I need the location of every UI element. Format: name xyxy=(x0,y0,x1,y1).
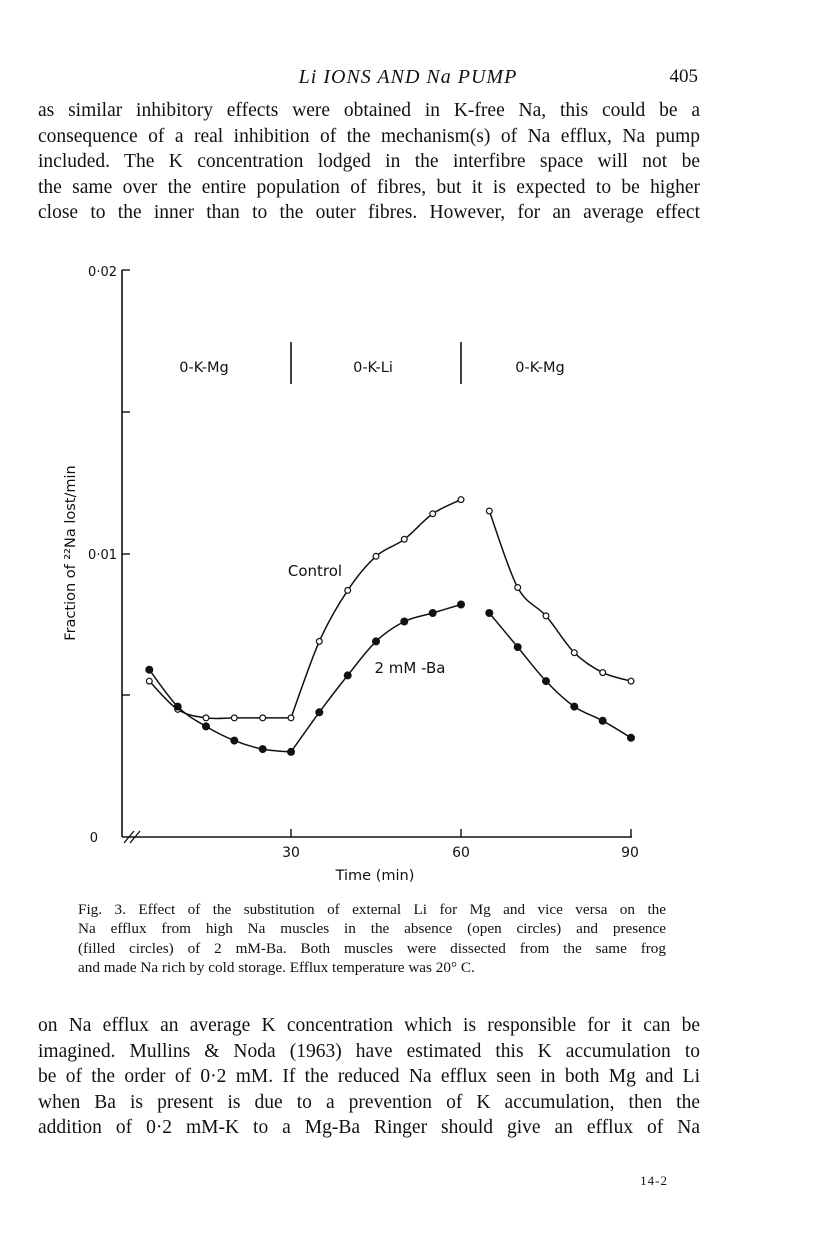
control-data-point xyxy=(316,639,322,645)
control-data-point xyxy=(203,715,209,721)
ba-data-point xyxy=(599,717,606,724)
control-data-point xyxy=(288,715,294,721)
body-paragraph-top xyxy=(38,98,700,226)
ba-data-point xyxy=(514,644,521,651)
caption-line: Fig. 3. Effect of the substitution of external Li for Mg and vice versa on the xyxy=(78,901,666,918)
fitted-curves xyxy=(149,500,631,752)
text-line: on Na efflux an average K concentration which is responsible for it can be xyxy=(38,1015,700,1036)
ba-data-point xyxy=(344,672,351,679)
ba-data-point xyxy=(174,703,181,710)
y-tick-label: 0·02 xyxy=(88,265,117,280)
control-data-point xyxy=(373,553,379,559)
period-label: 0-K-Li xyxy=(353,360,393,376)
ba-data-point xyxy=(458,601,465,608)
text-line: as similar inhibitory effects were obtained in K-free Na, this could be a xyxy=(38,100,700,121)
caption-line: Na efflux from high Na muscles in the absence (open circles) and presence xyxy=(78,920,666,938)
ba-data-point xyxy=(543,678,550,685)
control-data-point xyxy=(486,508,492,514)
control-data-point xyxy=(260,715,266,721)
ba-data-point xyxy=(429,610,436,617)
running-title: Li IONS AND Na PUMP xyxy=(298,66,518,88)
efflux-chart xyxy=(0,255,816,895)
period-label: 0-K-Mg xyxy=(179,360,229,376)
fitted-curve xyxy=(291,605,461,752)
text-line: when Ba is present is due to a prevention of K accumulation, then the xyxy=(38,1091,700,1113)
text-line: close to the inner than to the outer fibres. However, for an average effect xyxy=(38,202,700,224)
control-data-point xyxy=(515,585,521,591)
fitted-curve xyxy=(149,670,291,752)
text-line: included. The K concentration lodged in the interfibre space will not be xyxy=(38,151,700,173)
control-data-point xyxy=(628,678,634,684)
ba-data-point xyxy=(401,618,408,625)
annotation-ba: 2 mM -Ba xyxy=(374,659,446,677)
control-data-point xyxy=(430,511,436,517)
ba-data-point xyxy=(571,703,578,710)
control-data-point xyxy=(146,678,152,684)
ba-data-point xyxy=(316,709,323,716)
figure-caption xyxy=(78,900,666,978)
ba-data-point xyxy=(231,737,238,744)
control-data-point xyxy=(458,497,464,503)
control-data-point xyxy=(401,536,407,542)
control-data-point xyxy=(600,670,606,676)
text-line: be of the order of 0·2 mM. If the reduced Na efflux seen in both Mg and Li xyxy=(38,1066,700,1088)
figure-3 xyxy=(0,255,816,895)
body-paragraph-bottom xyxy=(38,1013,700,1141)
text-line: imagined. Mullins & Noda (1963) have estimated this K accumulation to xyxy=(38,1040,700,1062)
page-number: 405 xyxy=(669,66,698,87)
ba-data-point xyxy=(373,638,380,645)
y-tick-label: 0·01 xyxy=(88,548,117,563)
ba-data-point xyxy=(259,746,266,753)
annotation-control: Control xyxy=(287,562,343,580)
x-tick-label: 30 xyxy=(282,845,300,861)
text-line: consequence of a real inhibition of the mechanism(s) of Na efflux, Na pump xyxy=(38,125,700,147)
y-tick-label: 0 xyxy=(89,831,98,846)
caption-line: and made Na rich by cold storage. Efflux temperature was 20° C. xyxy=(78,959,475,977)
text-line: addition of 0·2 mM-K to a Mg-Ba Ringer should give an efflux of Na xyxy=(38,1117,700,1139)
x-tick-label: 90 xyxy=(621,845,639,861)
y-axis-label: Fraction of ²²Na lost/min xyxy=(63,465,79,641)
control-data-point xyxy=(543,613,549,619)
signature-mark: 14-2 xyxy=(640,1173,668,1188)
control-data-point xyxy=(231,715,237,721)
caption-line: (filled circles) of 2 mM-Ba. Both muscles were dissected from the same frog xyxy=(78,939,666,957)
ba-data-point xyxy=(486,610,493,617)
fitted-curve xyxy=(489,511,631,681)
ba-data-point xyxy=(628,734,635,741)
page-header xyxy=(0,64,816,94)
period-label: 0-K-Mg xyxy=(515,360,565,376)
x-tick-label: 60 xyxy=(452,845,470,861)
fitted-curve xyxy=(149,681,291,718)
ba-data-point xyxy=(203,723,210,730)
chart-labels xyxy=(63,265,639,884)
x-axis-label: Time (min) xyxy=(335,868,415,884)
text-line: the same over the entire population of fibres, but it is expected to be higher xyxy=(38,176,700,198)
ba-data-point xyxy=(146,666,153,673)
ba-data-point xyxy=(288,749,295,756)
data-points xyxy=(146,497,634,756)
control-data-point xyxy=(345,588,351,594)
fitted-curve xyxy=(291,500,461,718)
control-data-point xyxy=(571,650,577,656)
